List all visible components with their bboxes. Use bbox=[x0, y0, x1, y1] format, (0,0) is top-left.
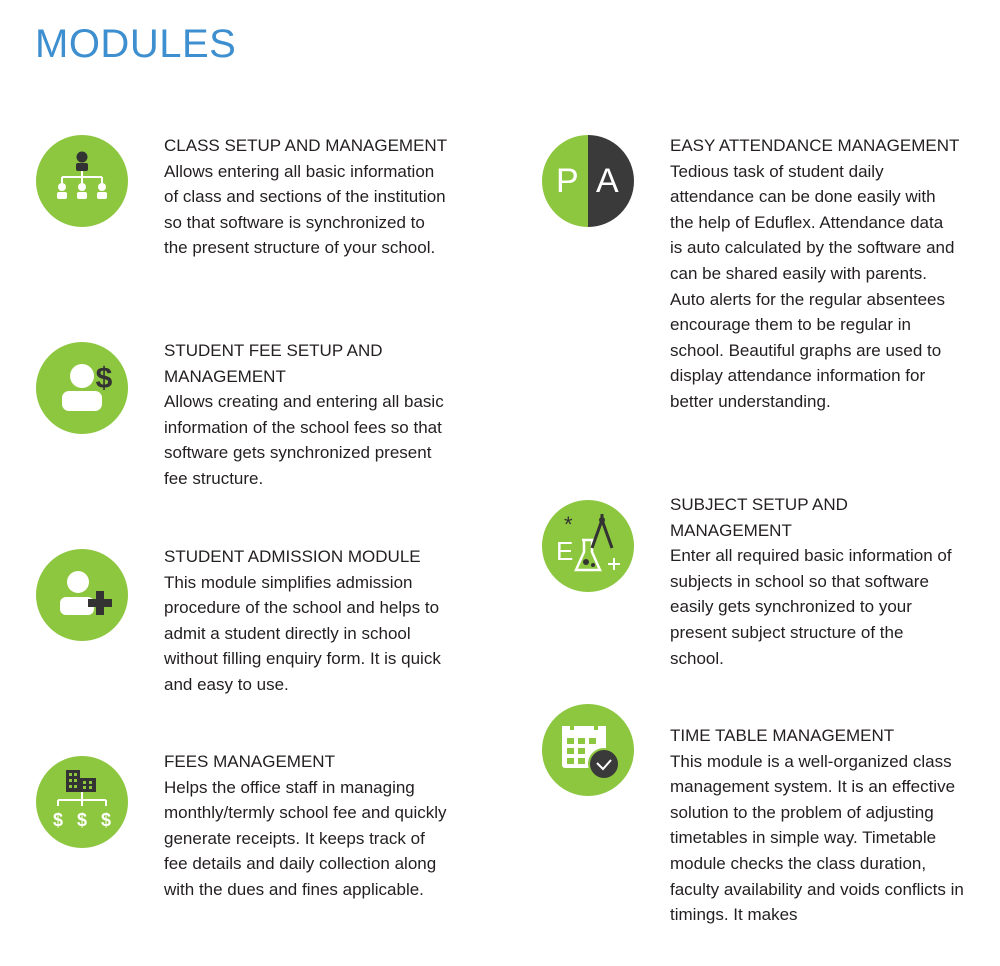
subject-setup-icon bbox=[542, 500, 634, 592]
module-description: Allows creating and entering all basic information of the school fees so that software gets synchronized present fee structure. bbox=[164, 392, 444, 488]
svg-text:$: $ bbox=[76, 810, 88, 830]
module-title: CLASS SETUP AND MANAGEMENT bbox=[164, 136, 448, 155]
attendance-letter-p: P bbox=[556, 162, 579, 200]
student-fee-icon bbox=[36, 342, 128, 434]
module-title: EASY ATTENDANCE MANAGEMENT bbox=[670, 136, 960, 155]
module-title: STUDENT ADMISSION MODULE bbox=[164, 547, 421, 566]
module-title: TIME TABLE MANAGEMENT bbox=[670, 726, 895, 745]
svg-text:$: $ bbox=[100, 810, 112, 830]
module-description: This module simplifies admission procedure of the school and helps to admit a student directly in school without filling enquiry form. It is quick and easy to use. bbox=[164, 572, 441, 694]
module-title: FEES MANAGEMENT bbox=[164, 752, 335, 771]
svg-text:$: $ bbox=[52, 810, 64, 830]
module-title: STUDENT FEE SETUP AND MANAGEMENT bbox=[164, 341, 383, 386]
svg-text:$: $ bbox=[95, 362, 113, 395]
class-hierarchy-icon bbox=[36, 135, 128, 227]
module-description: Enter all required basic information of subjects in school so that software easily gets synchronized to your present subject structure of the school. bbox=[670, 546, 952, 668]
fees-management-icon bbox=[36, 756, 128, 848]
module-description: This module is a well-organized class management system. It is an effective solution to the problem of adjusting timetables in simple way. Timetable module checks the class duration, faculty availability and voids conflicts in timings. It makes bbox=[670, 751, 964, 925]
add-student-icon bbox=[36, 549, 128, 641]
module-description: Helps the office staff in managing monthly/termly school fee and quickly generate receipts. It keeps track of fee details and daily collection along with the dues and fines applicable. bbox=[164, 777, 447, 899]
attendance-letter-a: A bbox=[596, 162, 619, 200]
module-description: Tedious task of student daily attendance can be done easily with the help of Eduflex. Attendance data is auto calculated by the software and can be shared easily with parents. Auto alerts for the regular absentees encourage them to be regular in school. Beautiful graphs are used to display attendance information for better understanding. bbox=[670, 161, 955, 411]
attendance-pa-icon bbox=[542, 135, 634, 227]
page-title: MODULES bbox=[35, 22, 237, 66]
timetable-icon bbox=[542, 704, 634, 796]
module-description: Allows entering all basic information of class and sections of the institution so that software is synchronized to the present structure of your school. bbox=[164, 161, 446, 258]
module-title: SUBJECT SETUP AND MANAGEMENT bbox=[670, 495, 848, 540]
svg-text:E: E bbox=[556, 536, 574, 566]
svg-text:*: * bbox=[564, 512, 573, 537]
